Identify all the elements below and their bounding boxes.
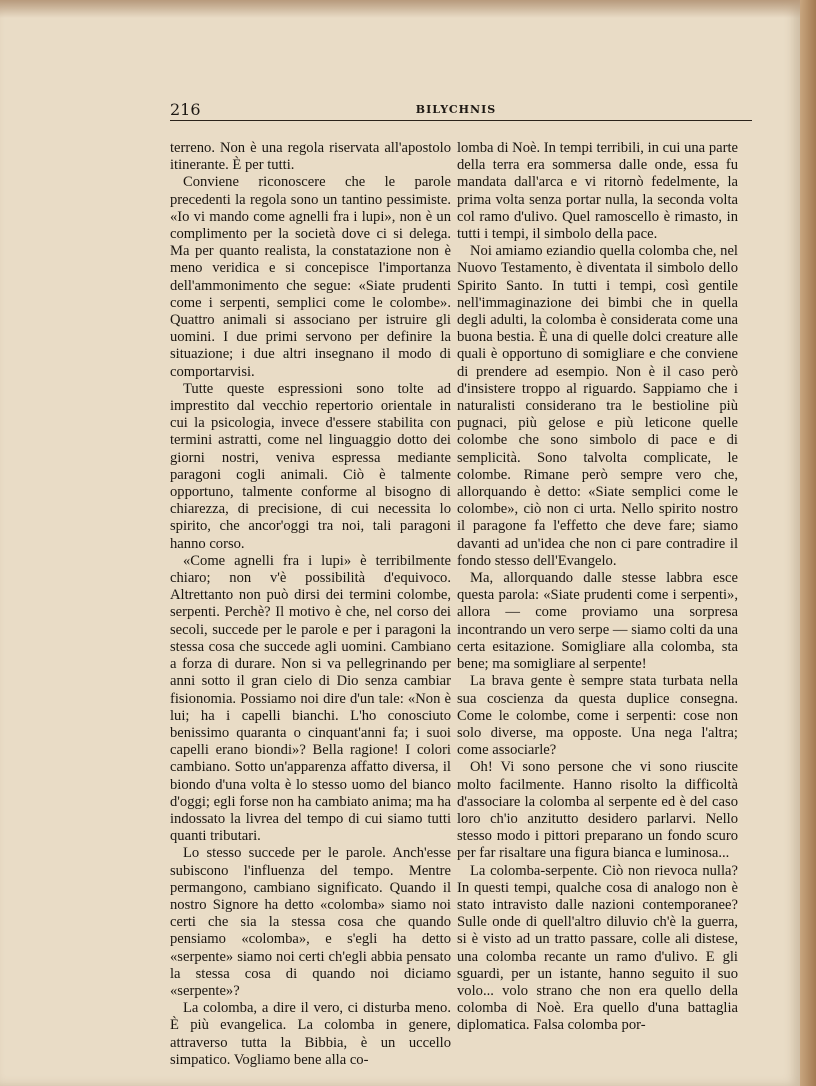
- paragraph: Oh! Vi sono persone che vi sono riuscite molto facilmente. Hanno risolto la difficoltà d'associare la colomba al serpente ed è del caso loro ch'io anzitutto desidero parlarvi. Nello stesso modo i pittori preparano un fondo scuro per far risaltare una figura bianca e luminosa...: [457, 759, 738, 862]
- paragraph: Ma, allorquando dalle stesse labbra esce questa parola: «Siate prudenti come i serpenti», allora — come proviamo una sorpresa incontrando un vero serpe — siamo colti da una certa esitazione. Somigliare alla colomba, sta bene; ma somigliare al serpente!: [457, 570, 738, 673]
- paragraph: terreno. Non è una regola riservata all'apostolo itinerante. È per tutti.: [170, 140, 451, 174]
- paragraph: «Come agnelli fra i lupi» è terribilmente chiaro; non v'è possibilità d'equivoco. Altrettanto non può dirsi dei termini colombe, serpenti. Perchè? Il motivo è che, nel corso dei secoli, succede per le parole e per i paragoni la stessa cosa che succede agli uomini. Cambiano a forza di durare. Non si va pellegrinando per anni sotto il gran cielo di Dio senza cambiar fisionomia. Possiamo noi dire d'un tale: «Non è lui; ha i capelli bianchi. L'ho conosciuto benissimo quaranta o cinquant'anni fa; i suoi capelli erano biondi»? Bella ragione! I colori cambiano. Sotto un'apparenza affatto diversa, il biondo d'una volta è lo stesso uomo del bianco d'oggi; egli forse non ha cambiato anima; ma ha indossato la livrea del tempo di cui siamo tutti quanti tributari.: [170, 552, 451, 845]
- paragraph: lomba di Noè. In tempi terribili, in cui una parte della terra era sommersa dalle onde, essa fu mandata dall'arca e vi ritornò fedelmente, la prima volta senza portar nulla, la seconda volta col ramo d'ulivo. Quel ramoscello è rimasto, in tutti i tempi, il simbolo della pace.: [457, 140, 738, 243]
- right-column: [457, 140, 738, 1035]
- paragraph: Tutte queste espressioni sono tolte ad imprestito dal vecchio repertorio orientale in cui la psicologia, invece d'essere stabilita con termini astratti, come nel linguaggio dotto dei giorni nostri, veniva espressa mediante paragoni cogli animali. Ciò è talmente opportuno, talmente conforme al bisogno di chiarezza, di precisione, di cui necessita lo spirito, che ancor'oggi tra noi, tali paragoni hanno corso.: [170, 380, 451, 552]
- paragraph: Noi amiamo eziandio quella colomba che, nel Nuovo Testamento, è diventata il simbolo dello Spirito Santo. In tutti i tempi, così gentile nell'immaginazione dei bimbi che in quella degli adulti, la colomba è considerata come una buona bestia. È una di quelle dolci creature alle quali è opportuno di somigliare e che conviene di prendere ad esempio. Non è il caso però d'insistere troppo al riguardo. Sappiamo che i naturalisti considerano tra le bestioline più pugnaci, più gelose e più leticone quelle colombe che sono simbolo di pace e di semplicità. Sono talvolta complicate, le colombe. Rimane però sempre vero che, allorquando è detto: «Siate semplici come le colombe», ciò non ci urta. Nello spirito nostro il paragone fa l'effetto che deve fare; siamo davanti ad un'idea che non ci pare contradire il fondo stesso dell'Evangelo.: [457, 243, 738, 569]
- running-head: BILYCHNIS: [415, 103, 497, 116]
- paragraph: La colomba, a dire il vero, ci disturba meno. È più evangelica. La colomba in genere, attraverso tutta la Bibbia, è un uccello simpatico. Vogliamo bene alla co-: [170, 1000, 451, 1068]
- left-column: [170, 140, 451, 1069]
- page-header: [170, 100, 742, 120]
- paragraph: Conviene riconoscere che le parole precedenti la regola sono un tantino pessimiste. «Io vi mando come agnelli fra i lupi», non è un complimento per la società dove ci si delega. Ma per quanto realista, la constatazione non è meno veridica e si concepisce l'importanza dell'ammonimento che segue: «Siate prudenti come i serpenti, semplici come le colombe». Quattro animali si associano per istruire gli uomini. I due primi servono per definire la situazione; i due altri insegnano il modo di comportarvisi.: [170, 174, 451, 380]
- page-edge: [800, 0, 816, 1086]
- header-rule: [170, 120, 752, 121]
- paragraph: La brava gente è sempre stata turbata nella sua coscienza da questa duplice consegna. Come le colombe, come i serpenti: cose non solo diverse, ma opposte. Una nega l'altra; come associarle?: [457, 673, 738, 759]
- page-top-shadow: [0, 0, 800, 18]
- paragraph: Lo stesso succede per le parole. Anch'esse subiscono l'influenza del tempo. Mentre permangono, cambiano significato. Quando il nostro Signore ha detto «colomba» siamo noi certi che sia la stessa cosa che quando pensiamo «colomba», e s'egli ha detto «serpente» siamo noi certi ch'egli abbia pensato la stessa cosa di quando noi diciamo «serpente»?: [170, 845, 451, 999]
- paragraph: La colomba-serpente. Ciò non rievoca nulla? In questi tempi, qualche cosa di analogo non è stato intravisto dalle nazioni contemporanee? Sulle onde di quell'altro diluvio ch'è la guerra, si è visto ad un tratto passare, colle ali distese, una colomba recante un ramo d'ulivo. E gli sguardi, per un istante, hanno seguito il suo volo... volo strano che non era quello della colomba di Noè. Era quello d'una battaglia diplomatica. Falsa colomba por-: [457, 862, 738, 1034]
- page-number: 216: [170, 100, 201, 119]
